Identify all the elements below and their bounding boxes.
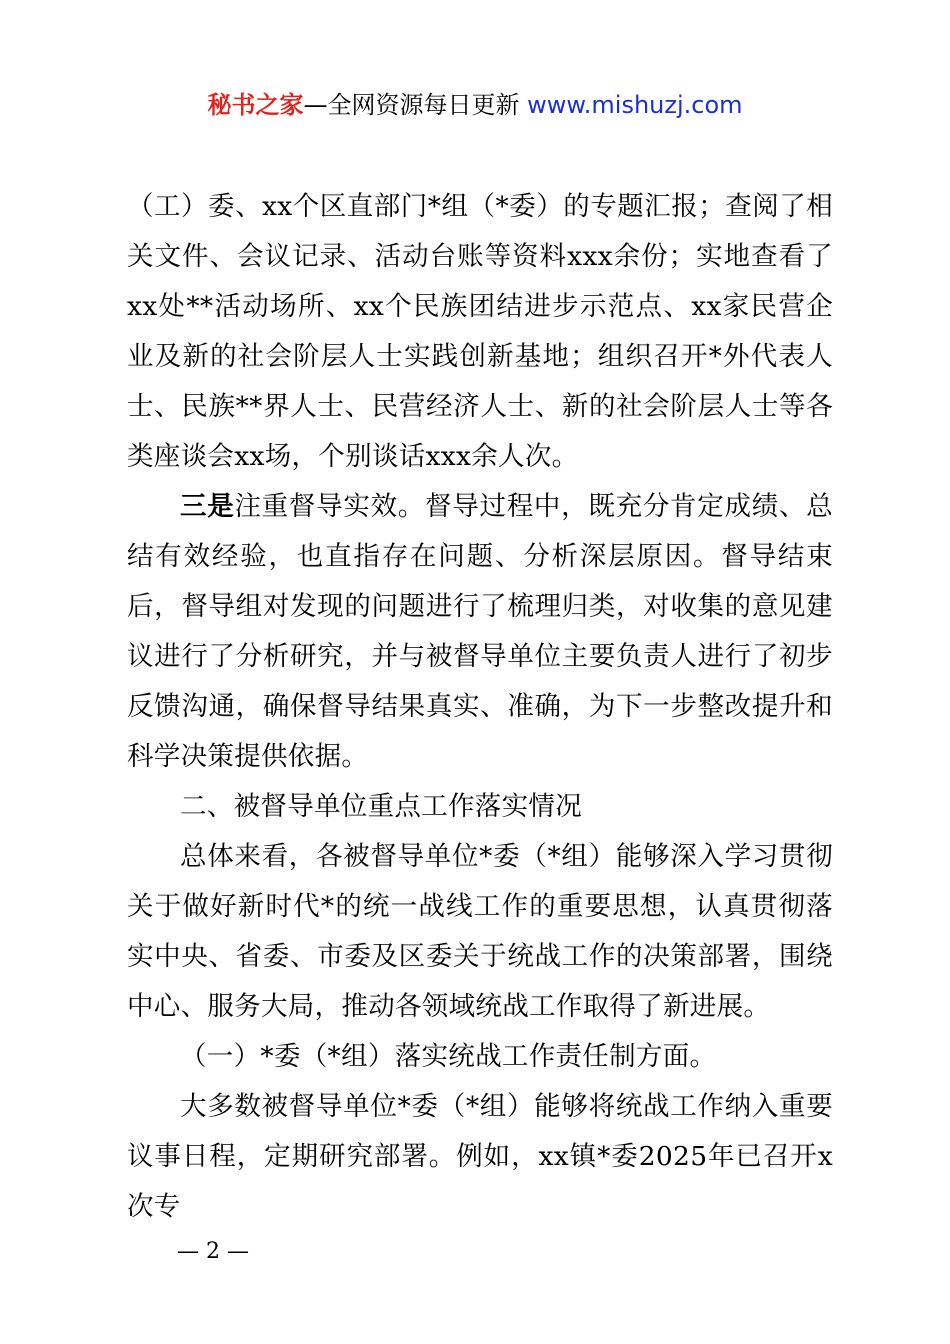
document-body — [127, 182, 833, 1232]
paragraph-third-point-text: 注重督导实效。督导过程中，既充分肯定成绩、总结有效经验，也直指存在问题、分析深层原因。督导结束后，督导组对发现的问题进行了梳理归类，对收集的意见建议进行了分析研究，并与被督导单位主要负责人进行了初步反馈沟通，确保督导结果真实、准确，为下一步整改提升和科学决策提供依据。 — [127, 491, 833, 772]
paragraph-third-point — [127, 482, 833, 782]
section-heading-2: 二、被督导单位重点工作落实情况 — [180, 791, 582, 822]
paragraph-continuation: （工）委、xx个区直部门*组（*委）的专题汇报；查阅了相关文件、会议记录、活动台账等资料xxx余份；实地查看了xx处**活动场所、xx个民族团结进步示范点、xx家民营企业及新的社会阶层人士实践创新基地；组织召开*外代表人士、民族**界人士、民营经济人士、新的社会阶层人士等各类座谈会xx场，个别谈话xxx余人次。 — [127, 191, 833, 472]
paragraph-lead-bold: 三是 — [180, 491, 235, 522]
header-slogan: —全网资源每日更新 — [303, 91, 528, 119]
subsection-heading-1: （一）*委（*组）落实统战工作责任制方面。 — [180, 1041, 717, 1072]
brand-name: 秘书之家 — [207, 91, 304, 119]
site-url-link[interactable]: www.mishuzj.com — [527, 91, 743, 119]
page-number: — 2 — — [177, 1239, 249, 1264]
paragraph-overview: 总体来看，各被督导单位*委（*组）能够深入学习贯彻关于做好新时代*的统一战线工作的重要思想，认真贯彻落实中央、省委、市委及区委关于统战工作的决策部署，围绕中心、服务大局，推动各领域统战工作取得了新进展。 — [127, 841, 833, 1022]
site-header — [0, 88, 950, 122]
paragraph-subsection-1: 大多数被督导单位*委（*组）能够将统战工作纳入重要议事日程，定期研究部署。例如，xx镇*委2025年已召开x次专 — [127, 1091, 833, 1222]
